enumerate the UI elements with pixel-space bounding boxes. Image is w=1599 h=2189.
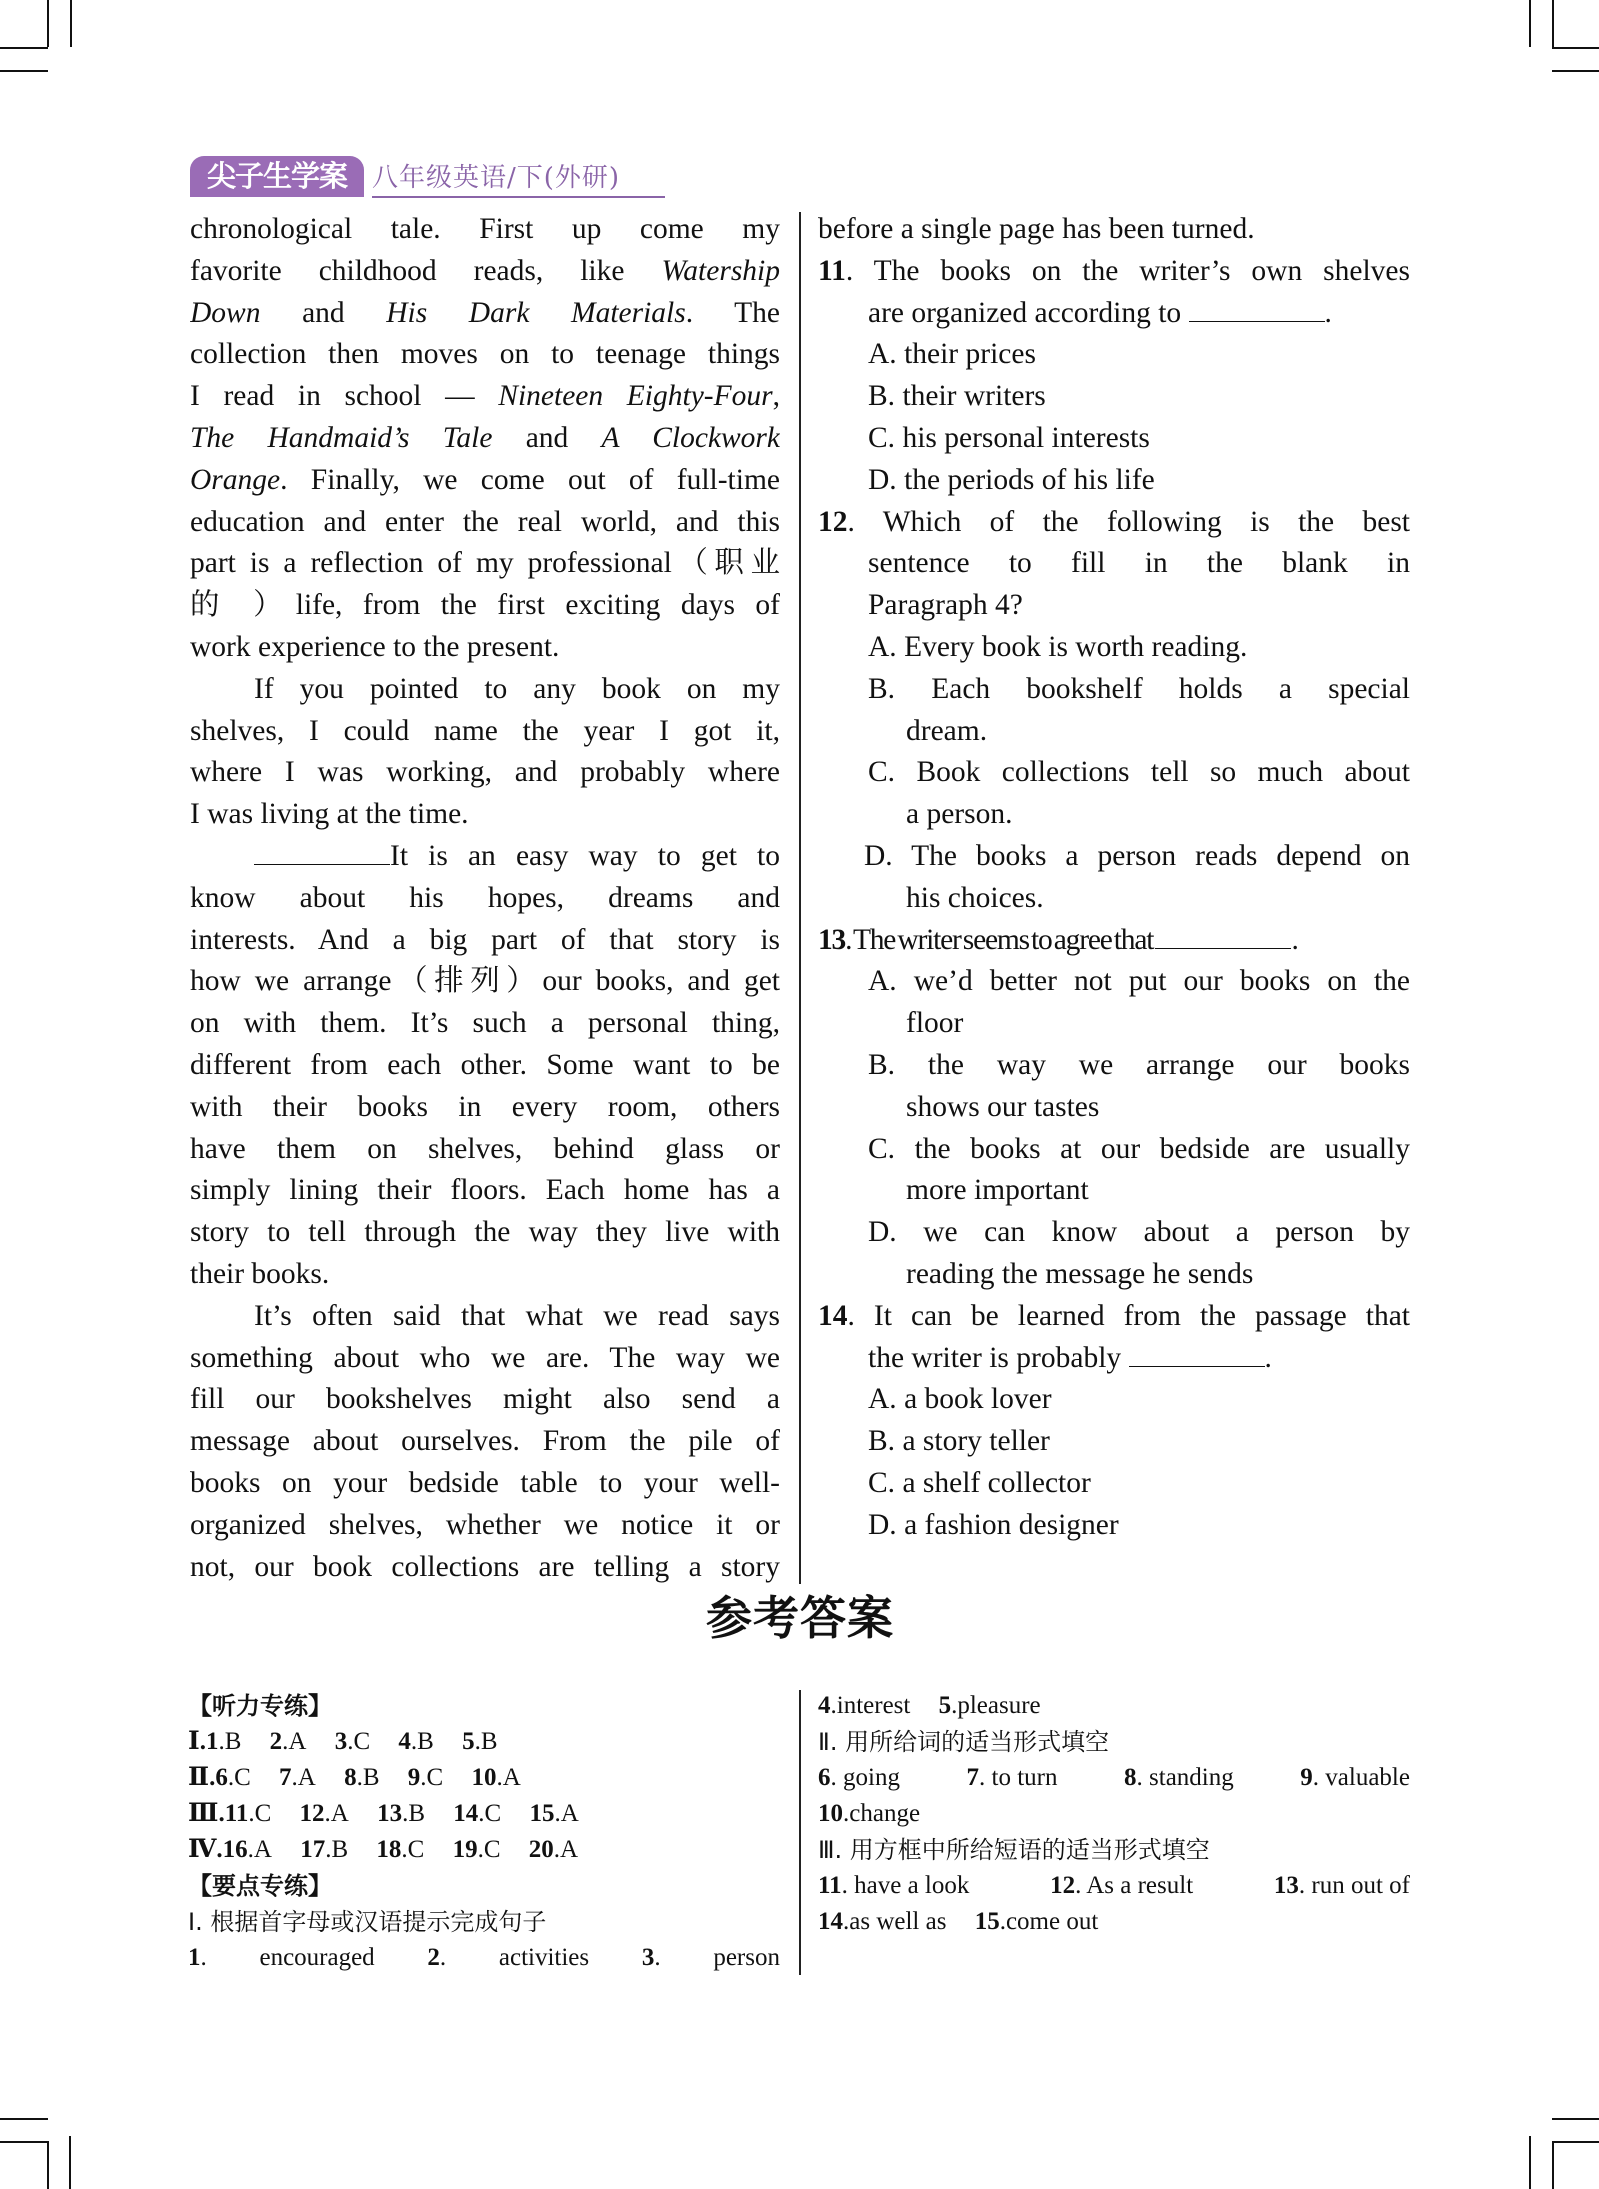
option[interactable]: C. a shelf collector — [868, 1466, 1091, 1499]
question-number: 12 — [818, 505, 848, 538]
passage-line: fill our bookshelves might also send a — [190, 1383, 780, 1416]
option[interactable]: A. a book lover — [868, 1383, 1052, 1416]
question-stem: sentence to fill in the blank in — [868, 547, 1410, 580]
answer-row: 14.as well as 15.come out — [818, 1908, 1099, 1935]
answer-row: Ⅳ.16.A 17.B 18.C 19.C 20.A — [188, 1836, 579, 1863]
section-heading: 【要点专练】 — [188, 1872, 332, 1900]
option-continuation: more important — [906, 1174, 1089, 1207]
passage-line: education and enter the real world, and this — [190, 505, 780, 538]
passage-line: Down and His Dark Materials. The — [190, 296, 780, 329]
passage-line: work experience to the present. — [190, 630, 560, 663]
book-title: His Dark Materials — [386, 296, 686, 329]
passage-line: something about who we are. The way we — [190, 1341, 780, 1374]
passage-line: know about his hopes, dreams and — [190, 881, 780, 914]
answer-row: 11. have a look 12. As a result 13. run out of — [818, 1872, 1410, 1899]
passage-line: I read in school — Nineteen Eighty-Four, — [190, 380, 780, 413]
option[interactable]: B. their writers — [868, 380, 1046, 413]
answer-blank[interactable] — [1155, 924, 1291, 949]
crop-mark — [47, 0, 49, 47]
passage-line: with their books in every room, others — [190, 1090, 780, 1123]
passage-line: simply lining their floors. Each home has a — [190, 1174, 780, 1207]
passage-line: favorite childhood reads, like Watership — [190, 254, 780, 287]
passage-line: different from each other. Some want to be — [190, 1048, 780, 1081]
passage-line: their books. — [190, 1257, 330, 1290]
option[interactable]: D. The books a person reads depend on — [864, 839, 1410, 872]
option[interactable]: B. the way we arrange our books — [868, 1048, 1410, 1081]
book-title: A Clockwork — [601, 421, 780, 454]
subsection-title: Ⅱ. 用所给词的适当形式填空 — [818, 1728, 1110, 1756]
option-continuation: reading the message he sends — [906, 1257, 1254, 1290]
crop-mark — [1552, 70, 1599, 72]
answer-row: 6. going 7. to turn 8. standing 9. valuable — [818, 1764, 1410, 1791]
passage-line: have them on shelves, behind glass or — [190, 1132, 780, 1165]
subsection-title: Ⅰ. 根据首字母或汉语提示完成句子 — [188, 1908, 547, 1936]
passage-line: message about ourselves. From the pile of — [190, 1425, 780, 1458]
answer-key-right — [818, 1688, 1410, 1940]
passage-line: 的 ）life, from the first exciting days of — [190, 589, 780, 622]
question-number: 11 — [818, 254, 846, 287]
crop-mark — [69, 2136, 71, 2189]
answer-row: Ⅲ.11.C 12.A 13.B 14.C 15.A — [188, 1800, 579, 1827]
option[interactable]: B. Each bookshelf holds a special — [868, 672, 1410, 705]
option-continuation: shows our tastes — [906, 1090, 1100, 1123]
passage-line: on with them. It’s such a personal thing, — [190, 1007, 780, 1040]
passage-line: Orange. Finally, we come out of full-time — [190, 463, 780, 496]
passage-line: shelves, I could name the year I got it, — [190, 714, 780, 747]
answer-blank[interactable] — [1189, 297, 1325, 322]
passage-line: part is a reflection of my professional（职业 — [190, 547, 780, 580]
option-continuation: a person. — [906, 798, 1013, 831]
passage-line: story to tell through the way they live with — [190, 1216, 780, 1249]
book-title: Down — [190, 296, 261, 329]
option[interactable]: B. a story teller — [868, 1425, 1050, 1458]
crop-mark — [47, 2141, 49, 2189]
passage-line: interests. And a big part of that story is — [190, 923, 780, 956]
passage-left-column — [190, 209, 780, 1588]
question-stem: 13. The writer seems to agree that . — [818, 923, 1298, 956]
option-continuation: his choices. — [906, 881, 1044, 914]
answer-row: Ⅱ.6.C 7.A 8.B 9.C 10.A — [188, 1764, 521, 1791]
question-stem: 14. It can be learned from the passage that — [818, 1299, 1410, 1332]
book-title: Nineteen Eighty-Four — [498, 380, 773, 413]
passage-line: It is an easy way to get to — [190, 836, 780, 878]
answer-blank — [254, 840, 390, 865]
option[interactable]: D. a fashion designer — [868, 1508, 1119, 1541]
passage-line: books on your bedside table to your well- — [190, 1466, 780, 1499]
crop-mark — [1529, 0, 1531, 47]
passage-line: how we arrange（排列）our books, and get — [190, 965, 780, 998]
passage-line: chronological tale. First up come my — [190, 213, 780, 245]
option[interactable]: C. Book collections tell so much about — [868, 756, 1410, 789]
question-stem: Paragraph 4? — [868, 589, 1023, 622]
option[interactable]: D. the periods of his life — [868, 463, 1155, 496]
question-stem: 11. The books on the writer’s own shelves — [818, 254, 1410, 287]
passage-line: collection then moves on to teenage things — [190, 338, 780, 371]
crop-mark — [70, 0, 72, 47]
column-divider — [799, 212, 801, 1584]
question-stem: the writer is probably . — [868, 1341, 1272, 1374]
answer-key-title: 参考答案 — [706, 1591, 894, 1645]
answer-key-left — [188, 1688, 780, 1976]
crop-mark — [0, 2141, 48, 2143]
crop-mark — [0, 2118, 48, 2120]
answer-row: Ⅰ.1.B 2.A 3.C 4.B 5.B — [188, 1728, 498, 1755]
section-heading: 【听力专练】 — [188, 1692, 332, 1720]
option-continuation: floor — [906, 1007, 964, 1040]
question-number: 14 — [818, 1299, 848, 1332]
option-continuation: dream. — [906, 714, 988, 747]
question-stem: 12. Which of the following is the best — [818, 505, 1410, 538]
option[interactable]: C. his personal interests — [868, 421, 1150, 454]
questions-column — [818, 209, 1410, 1547]
book-title: Watership — [661, 254, 780, 287]
subsection-title: Ⅲ. 用方框中所给短语的适当形式填空 — [818, 1836, 1210, 1864]
option[interactable]: A. Every book is worth reading. — [868, 630, 1248, 663]
crop-mark — [1529, 2136, 1531, 2189]
answer-row: 1. encouraged 2. activities 3. person — [188, 1944, 780, 1971]
passage-line: before a single page has been turned. — [818, 213, 1255, 245]
crop-mark — [1552, 2141, 1599, 2143]
answer-row: 10.change — [818, 1800, 921, 1827]
crop-mark — [0, 70, 48, 72]
passage-line: not, our book collections are telling a story — [190, 1550, 780, 1583]
option[interactable]: C. the books at our bedside are usually — [868, 1132, 1410, 1165]
book-title: The Handmaid’s Tale — [190, 421, 493, 454]
column-divider — [799, 1690, 801, 1975]
passage-line: where I was working, and probably where — [190, 756, 780, 789]
passage-line: It’s often said that what we read says — [254, 1299, 780, 1332]
answer-row: 4.interest 5.pleasure — [818, 1692, 1041, 1719]
question-number: 13 — [818, 923, 846, 956]
book-title: Orange — [190, 463, 281, 496]
question-stem: are organized according to . — [868, 296, 1332, 329]
option[interactable]: A. their prices — [868, 338, 1036, 371]
crop-mark — [1552, 2141, 1554, 2189]
passage-line: organized shelves, whether we notice it or — [190, 1508, 780, 1541]
option[interactable]: D. we can know about a person by — [868, 1216, 1410, 1249]
book-subtitle: 八年级英语/下(外研) — [372, 160, 665, 198]
passage-line: I was living at the time. — [190, 798, 469, 831]
passage-line: The Handmaid’s Tale and A Clockwork — [190, 421, 780, 454]
crop-mark — [0, 47, 48, 49]
answer-blank[interactable] — [1129, 1342, 1265, 1367]
crop-mark — [1552, 47, 1599, 49]
passage-line: If you pointed to any book on my — [254, 672, 780, 705]
option[interactable]: A. we’d better not put our books on the — [868, 965, 1410, 998]
crop-mark — [1552, 2118, 1599, 2120]
crop-mark — [1552, 0, 1554, 47]
series-badge: 尖子生学案 — [190, 156, 364, 197]
